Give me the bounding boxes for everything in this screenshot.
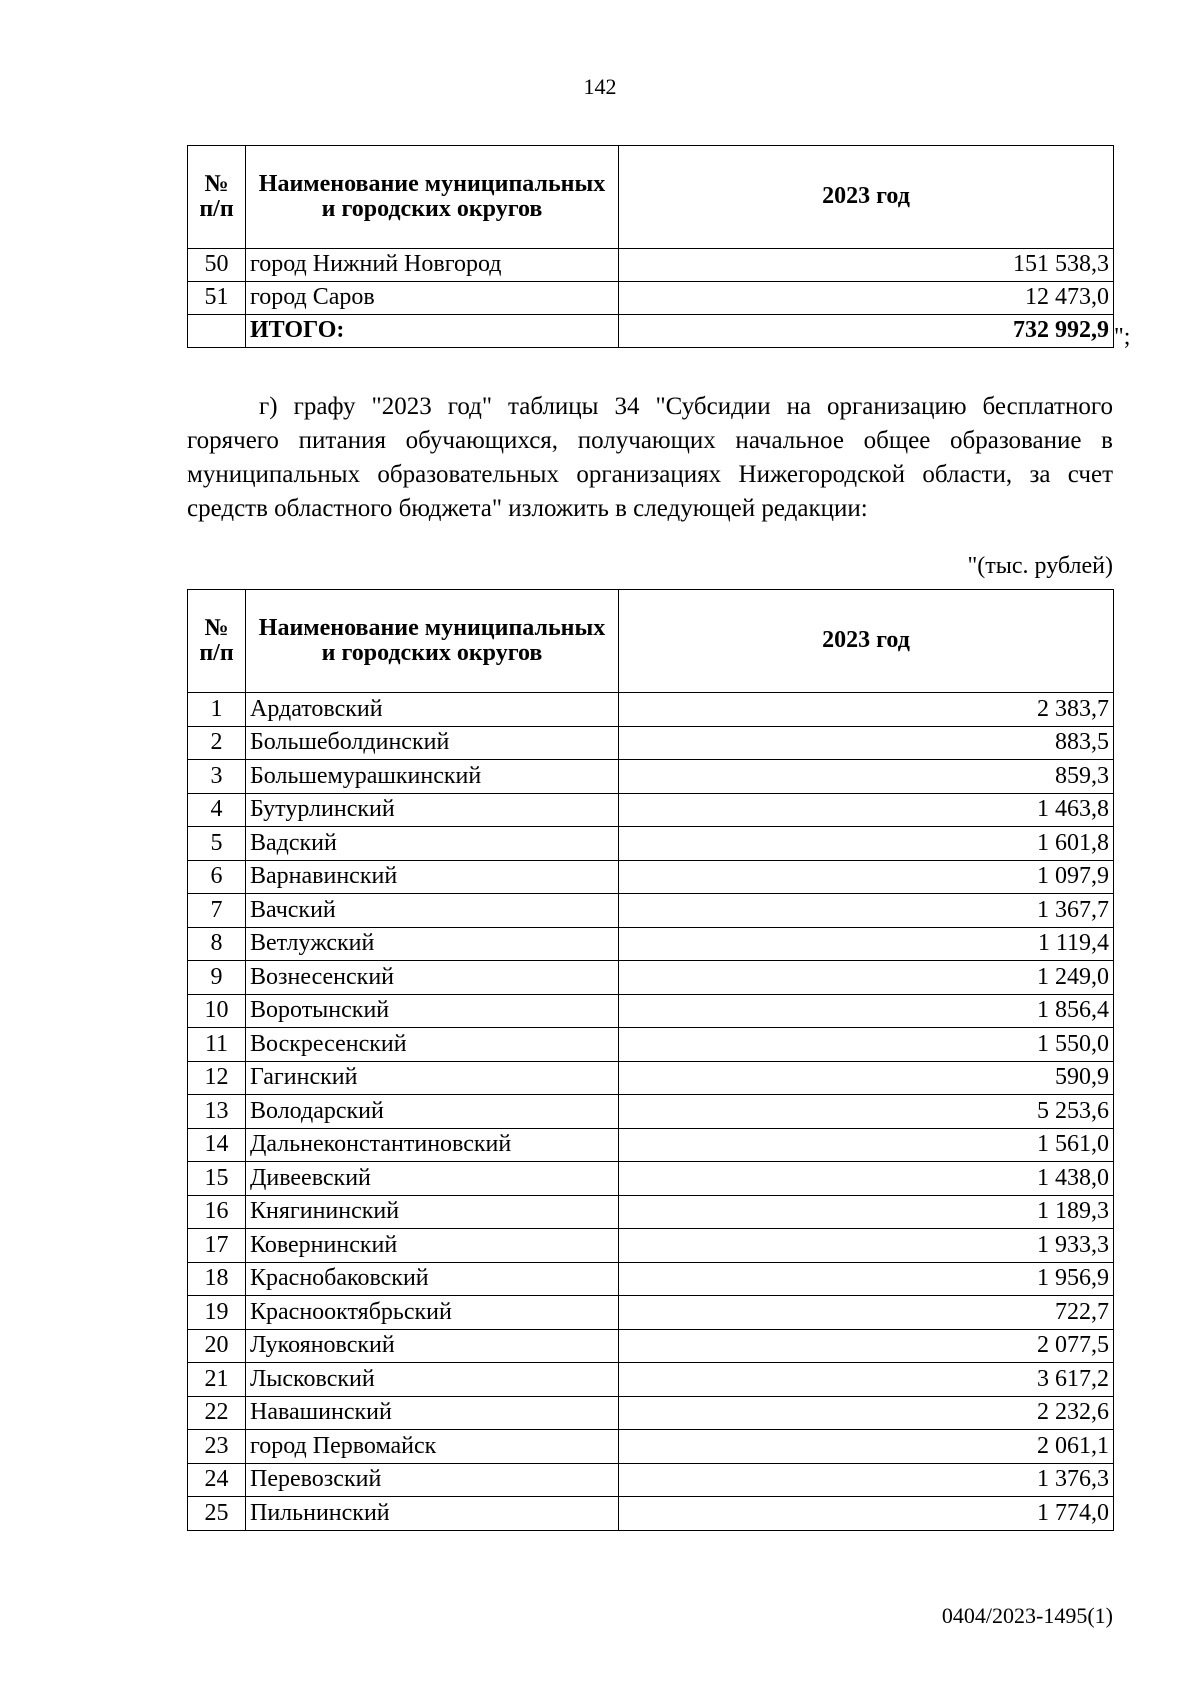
municipality-name: Краснобаковский: [246, 1262, 619, 1296]
row-number: 22: [188, 1396, 246, 1430]
unit-note: "(тыс. рублей): [967, 553, 1113, 579]
document-code: 0404/2023-1495(1): [941, 1603, 1113, 1628]
row-number: 9: [188, 961, 246, 995]
municipality-name: Большеболдинский: [246, 726, 619, 760]
municipality-name: Дивеевский: [246, 1162, 619, 1196]
table-row: [188, 1363, 1114, 1397]
closing-quote: ";: [1114, 324, 1131, 350]
total-label: ИТОГО:: [246, 315, 619, 348]
municipality-name: Навашинский: [246, 1396, 619, 1430]
row-number: 23: [188, 1430, 246, 1464]
page-number: 142: [583, 74, 617, 99]
subsidy-value: 1 774,0: [619, 1497, 1114, 1531]
subsidy-value: 5 253,6: [619, 1095, 1114, 1129]
table-row: [188, 1229, 1114, 1263]
header-year: 2023 год: [619, 146, 1114, 249]
row-number: 14: [188, 1128, 246, 1162]
row-number: 18: [188, 1262, 246, 1296]
row-number: 7: [188, 894, 246, 928]
subsidy-value: 1 376,3: [619, 1463, 1114, 1497]
row-number: 51: [188, 282, 246, 315]
table-row: [188, 927, 1114, 961]
table-row: [188, 282, 1114, 315]
row-number: 19: [188, 1296, 246, 1330]
municipality-name: Дальнеконстантиновский: [246, 1128, 619, 1162]
municipality-name: Перевозский: [246, 1463, 619, 1497]
header-num: № п/п: [188, 590, 246, 693]
table-row: [188, 1497, 1114, 1531]
subsidy-value: 151 538,3: [619, 249, 1114, 282]
subsidy-value: 3 617,2: [619, 1363, 1114, 1397]
table-row: [188, 1162, 1114, 1196]
table-row: [188, 726, 1114, 760]
subsidy-value: 1 438,0: [619, 1162, 1114, 1196]
table-row: [188, 1296, 1114, 1330]
subsidy-value: 722,7: [619, 1296, 1114, 1330]
subsidy-value: 2 232,6: [619, 1396, 1114, 1430]
row-number: 10: [188, 994, 246, 1028]
subsidies-table: [187, 589, 1114, 1531]
row-number: 20: [188, 1329, 246, 1363]
row-number: 2: [188, 726, 246, 760]
subsidy-value: 1 189,3: [619, 1195, 1114, 1229]
subsidy-value: 1 097,9: [619, 860, 1114, 894]
municipal-table-continued: [187, 145, 1114, 348]
table-row: [188, 1095, 1114, 1129]
subsidy-value: 1 119,4: [619, 927, 1114, 961]
table-row: [188, 693, 1114, 727]
municipality-name: Володарский: [246, 1095, 619, 1129]
row-number: 5: [188, 827, 246, 861]
table-row: [188, 1061, 1114, 1095]
row-number: 6: [188, 860, 246, 894]
subsidy-value: 883,5: [619, 726, 1114, 760]
municipality-name: Вознесенский: [246, 961, 619, 995]
total-empty-cell: [188, 315, 246, 348]
municipality-name: Вадский: [246, 827, 619, 861]
row-number: 21: [188, 1363, 246, 1397]
municipality-name: Бутурлинский: [246, 793, 619, 827]
row-number: 25: [188, 1497, 246, 1531]
subsidy-value: 2 383,7: [619, 693, 1114, 727]
table-row: [188, 1262, 1114, 1296]
total-value: 732 992,9: [619, 315, 1114, 348]
row-number: 13: [188, 1095, 246, 1129]
subsidy-value: 1 367,7: [619, 894, 1114, 928]
table-row: [188, 1396, 1114, 1430]
table-row: [188, 249, 1114, 282]
subsidy-value: 1 463,8: [619, 793, 1114, 827]
subsidy-value: 859,3: [619, 760, 1114, 794]
header-name: Наименование муниципальных и городских округов: [246, 146, 619, 249]
table-row: [188, 894, 1114, 928]
municipality-name: Ардатовский: [246, 693, 619, 727]
table-row: [188, 994, 1114, 1028]
municipality-name: город Нижний Новгород: [246, 249, 619, 282]
municipality-name: город Первомайск: [246, 1430, 619, 1464]
table-header-row: [188, 146, 1114, 249]
municipality-name: Большемурашкинский: [246, 760, 619, 794]
table-row: [188, 760, 1114, 794]
subsidy-value: 2 077,5: [619, 1329, 1114, 1363]
header-name: Наименование муниципальных и городских округов: [246, 590, 619, 693]
row-number: 17: [188, 1229, 246, 1263]
table-row: [188, 1430, 1114, 1464]
amendment-paragraph: г) графу "2023 год" таблицы 34 "Субсидии на организацию бесплатного горячего питания обучающихся, получающих начальное общее образование в муниципальных образовательных организациях Нижегородской области, за счет средств областного бюджета" изложить в следующей редакции:: [187, 393, 1113, 522]
municipality-name: Гагинский: [246, 1061, 619, 1095]
subsidy-value: 1 550,0: [619, 1028, 1114, 1062]
row-number: 3: [188, 760, 246, 794]
table-row: [188, 1028, 1114, 1062]
table-row: [188, 793, 1114, 827]
municipality-name: Лысковский: [246, 1363, 619, 1397]
table-row: [188, 860, 1114, 894]
table-row: [188, 1329, 1114, 1363]
header-num: № п/п: [188, 146, 246, 249]
header-year: 2023 год: [619, 590, 1114, 693]
table-row: [188, 1195, 1114, 1229]
subsidy-value: 2 061,1: [619, 1430, 1114, 1464]
row-number: 15: [188, 1162, 246, 1196]
subsidy-value: 590,9: [619, 1061, 1114, 1095]
row-number: 8: [188, 927, 246, 961]
row-number: 50: [188, 249, 246, 282]
table-header-row: [188, 590, 1114, 693]
subsidy-value: 1 956,9: [619, 1262, 1114, 1296]
row-number: 12: [188, 1061, 246, 1095]
table-row: [188, 827, 1114, 861]
subsidy-value: 1 249,0: [619, 961, 1114, 995]
municipality-name: Варнавинский: [246, 860, 619, 894]
table-row: [188, 1128, 1114, 1162]
municipality-name: Лукояновский: [246, 1329, 619, 1363]
row-number: 11: [188, 1028, 246, 1062]
table-row: [188, 961, 1114, 995]
municipality-name: Княгининский: [246, 1195, 619, 1229]
municipality-name: Пильнинский: [246, 1497, 619, 1531]
subsidy-value: 1 601,8: [619, 827, 1114, 861]
total-row: [188, 315, 1114, 348]
municipality-name: Вачский: [246, 894, 619, 928]
subsidy-value: 12 473,0: [619, 282, 1114, 315]
row-number: 1: [188, 693, 246, 727]
municipality-name: Краснооктябрьский: [246, 1296, 619, 1330]
row-number: 16: [188, 1195, 246, 1229]
municipality-name: Ковернинский: [246, 1229, 619, 1263]
municipality-name: Воротынский: [246, 994, 619, 1028]
table-row: [188, 1463, 1114, 1497]
row-number: 4: [188, 793, 246, 827]
subsidy-value: 1 933,3: [619, 1229, 1114, 1263]
row-number: 24: [188, 1463, 246, 1497]
municipality-name: город Саров: [246, 282, 619, 315]
subsidy-value: 1 561,0: [619, 1128, 1114, 1162]
subsidy-value: 1 856,4: [619, 994, 1114, 1028]
municipality-name: Ветлужский: [246, 927, 619, 961]
municipality-name: Воскресенский: [246, 1028, 619, 1062]
